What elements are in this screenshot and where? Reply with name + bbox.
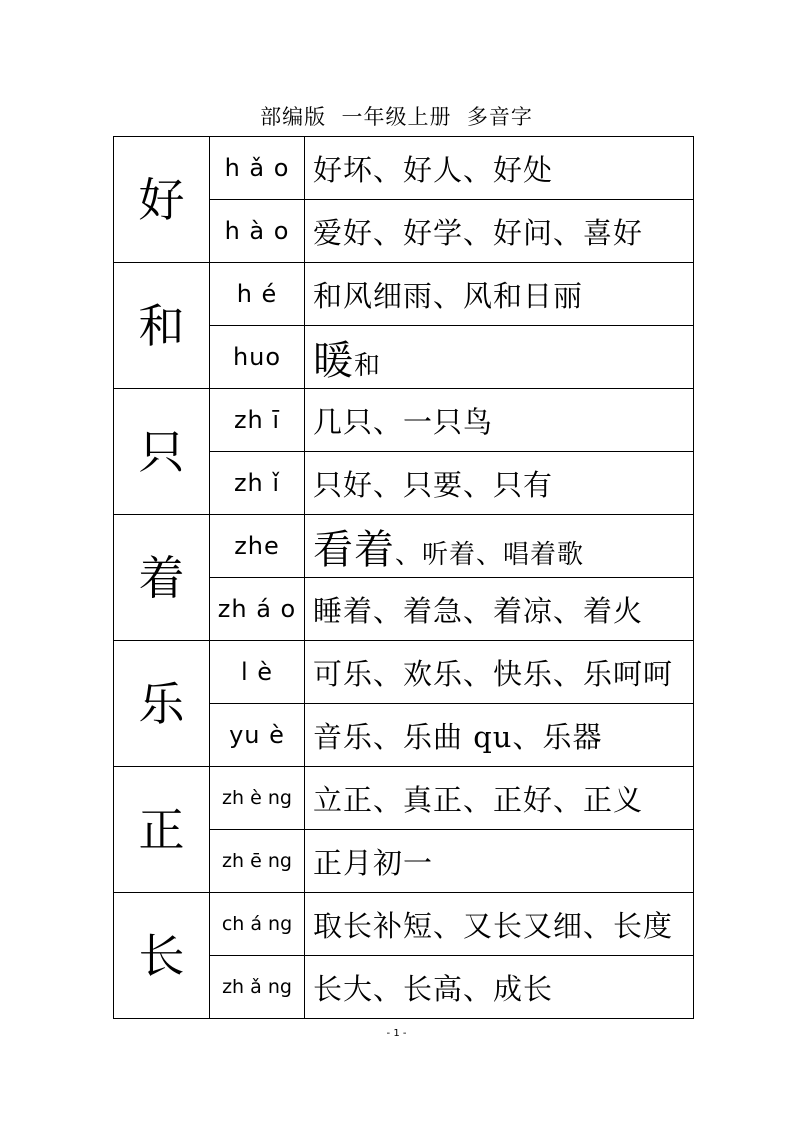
- words-cell: 正月初一: [305, 830, 694, 893]
- words-cell: 睡着、着急、着凉、着火: [305, 578, 694, 641]
- words-emphasis: 暖: [313, 337, 354, 384]
- words-cell: 和风细雨、风和日丽: [305, 263, 694, 326]
- character-cell: 只: [114, 389, 210, 515]
- character-cell: 和: [114, 263, 210, 389]
- pinyin-cell: yu è: [210, 704, 305, 767]
- pinyin-cell: huo: [210, 326, 305, 389]
- table-row: [114, 515, 694, 578]
- words-cell: 可乐、欢乐、快乐、乐呵呵: [305, 641, 694, 704]
- words-rest: 、听着、唱着歌: [395, 539, 585, 570]
- table-row: [114, 641, 694, 704]
- words-cell: [305, 515, 694, 578]
- pinyin-cell: zh ī: [210, 389, 305, 452]
- pinyin-cell: zh ǐ: [210, 452, 305, 515]
- character-cell: 正: [114, 767, 210, 893]
- words-emphasis: 看着: [313, 526, 395, 573]
- page-number: - 1 -: [386, 1028, 407, 1039]
- character-cell: 长: [114, 893, 210, 1019]
- character-cell: 着: [114, 515, 210, 641]
- polyphonic-table: [113, 136, 694, 1019]
- words-cell: [305, 326, 694, 389]
- page-title: 部编版 一年级上册 多音字: [260, 105, 533, 129]
- table-row: [114, 137, 694, 200]
- words-cell: 几只、一只鸟: [305, 389, 694, 452]
- words-cell: 取长补短、又长又细、长度: [305, 893, 694, 956]
- words-cell: 好坏、好人、好处: [305, 137, 694, 200]
- words-cell: 爱好、好学、好问、喜好: [305, 200, 694, 263]
- pinyin-cell: zhe: [210, 515, 305, 578]
- table-row: [114, 893, 694, 956]
- pinyin-cell: ch á ng: [210, 893, 305, 956]
- words-cell: 音乐、乐曲 qu、乐器: [305, 704, 694, 767]
- pinyin-cell: h à o: [210, 200, 305, 263]
- words-cell: 长大、长高、成长: [305, 956, 694, 1019]
- words-cell: 立正、真正、正好、正义: [305, 767, 694, 830]
- pinyin-cell: zh ē ng: [210, 830, 305, 893]
- pinyin-cell: zh è ng: [210, 767, 305, 830]
- pinyin-cell: zh á o: [210, 578, 305, 641]
- table-row: [114, 389, 694, 452]
- pinyin-cell: l è: [210, 641, 305, 704]
- pinyin-cell: h ǎ o: [210, 137, 305, 200]
- pinyin-cell: h é: [210, 263, 305, 326]
- table-row: [114, 263, 694, 326]
- table-row: [114, 767, 694, 830]
- character-cell: 乐: [114, 641, 210, 767]
- words-cell: 只好、只要、只有: [305, 452, 694, 515]
- character-cell: 好: [114, 137, 210, 263]
- pinyin-cell: zh ǎ ng: [210, 956, 305, 1019]
- words-rest: 和: [354, 350, 382, 381]
